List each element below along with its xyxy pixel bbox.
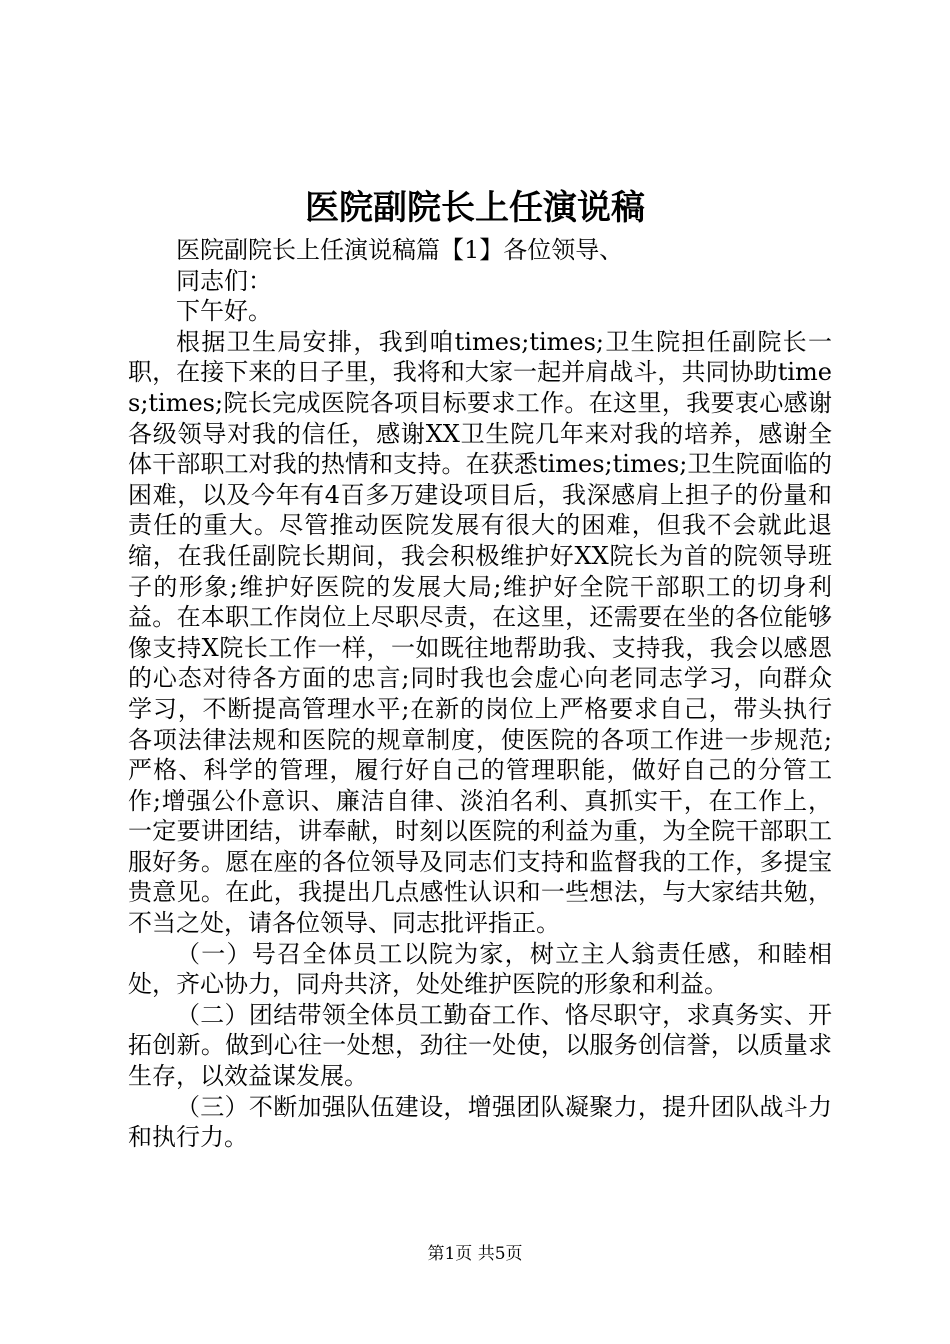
paragraph-good-afternoon: 下午好。 [176, 297, 272, 326]
paragraph-point-2: （二）团结带领全体员工勤奋工作、恪尽职守，求真务实、开拓创新。做到心往一处想，劲往一处使，以服务创信誉，以质量求生存，以效益谋发展。 [128, 1000, 832, 1091]
paragraph-greeting: 医院副院长上任演说稿篇【1】各位领导、 [176, 236, 624, 264]
paragraph-point-3: （三）不断加强队伍建设，增强团队凝聚力，提升团队战斗力和执行力。 [128, 1092, 832, 1152]
document-body [128, 235, 832, 1153]
page-number-footer: 第1页 共5页 [427, 1244, 523, 1264]
paragraph-point-1: （一）号召全体员工以院为家，树立主人翁责任感，和睦相处，齐心协力，同舟共济，处处维护医院的形象和利益。 [128, 939, 832, 999]
document-title: 医院副院长上任演说稿 [305, 188, 645, 228]
paragraph-main: 根据卫生局安排，我到咱times;times;卫生院担任副院长一职，在接下来的日子里，我将和大家一起并肩战斗，共同协助times;times;院长完成医院各项目标要求工作。在这里，我要衷心感谢各级领导对我的信任，感谢XX卫生院几年来对我的培养，感谢全体干部职工对我的热情和支持。在获悉times;times;卫生院面临的困难，以及今年有4百多万建设项目后，我深感肩上担子的份量和责任的重大。尽管推动医院发展有很大的困难，但我不会就此退缩，在我任副院长期间，我会积极维护好XX院长为首的院领导班子的形象;维护好医院的发展大局;维护好全院干部职工的切身利益。在本职工作岗位上尽职尽责，在这里，还需要在坐的各位能够像支持X院长工作一样，一如既往地帮助我、支持我，我会以感恩的心态对待各方面的忠言;同时我也会虚心向老同志学习，向群众学习，不断提高管理水平;在新的岗位上严格要求自己，带头执行各项法律法规和医院的规章制度，使医院的各项工作进一步规范;严格、科学的管理，履行好自己的管理职能，做好自己的分管工作;增强公仆意识、廉洁自律、淡泊名利、真抓实干，在工作上，一定要讲团结，讲奉献，时刻以医院的利益为重，为全院干部职工服好务。愿在座的各位领导及同志们支持和监督我的工作，多提宝贵意见。在此，我提出几点感性认识和一些想法，与大家结共勉，不当之处，请各位领导、同志批评指正。 [128, 327, 832, 938]
paragraph-comrades: 同志们： [176, 266, 272, 295]
